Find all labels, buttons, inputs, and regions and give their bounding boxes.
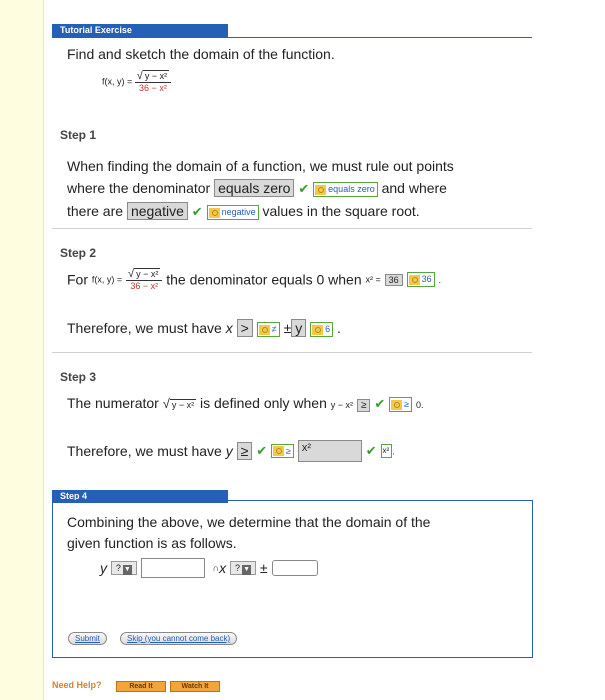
key-icon xyxy=(391,400,402,410)
key-icon xyxy=(409,275,420,285)
step3-ineq: y − x² xyxy=(330,400,354,410)
step3-pre: The numerator xyxy=(67,395,159,411)
need-help-label: Need Help? xyxy=(52,680,102,690)
step2-hint-36[interactable] xyxy=(407,272,435,287)
function-denominator: 36 − x² xyxy=(139,83,167,93)
step3-answer-expr[interactable]: x² xyxy=(298,440,362,462)
step4-cap: ∩ xyxy=(212,563,220,573)
read-it-button[interactable]: Read It xyxy=(116,681,166,692)
hint-text: negative xyxy=(221,206,256,217)
step4-text xyxy=(67,512,430,554)
step2-pm: ± xyxy=(283,320,292,336)
step2-mid: the denominator equals 0 when xyxy=(166,271,362,288)
step3-hint-op2[interactable] xyxy=(271,444,294,459)
key-icon xyxy=(273,446,284,456)
step2-numerator: y − x² xyxy=(136,269,159,279)
step2-title: Step 2 xyxy=(60,246,97,260)
step4-var-x: x xyxy=(219,560,227,576)
step3-mid: is defined only when xyxy=(200,395,327,411)
step2-line2-pre: Therefore, we must have xyxy=(67,320,222,336)
tutorial-tab-label: Tutorial Exercise xyxy=(60,25,132,35)
divider xyxy=(52,228,532,229)
tutorial-tab xyxy=(52,24,228,37)
check-icon: ✔ xyxy=(365,443,377,458)
step1-line2-post: and where xyxy=(381,180,447,196)
function-fraction: $\frac{\text{√ y − x²}}{\text{36 − x²}}$ xyxy=(135,70,171,93)
step1-body xyxy=(67,155,527,223)
step4-pm: ± xyxy=(259,560,268,576)
check-icon: ✔ xyxy=(374,396,386,411)
step1-answer-negative[interactable]: negative xyxy=(127,202,188,220)
step4-relation-dropdown-1[interactable] xyxy=(111,561,137,575)
step3-answer-op2[interactable]: ≥ xyxy=(237,442,253,460)
step3-hint-op[interactable] xyxy=(389,397,412,412)
step4-relation-dropdown-2[interactable] xyxy=(230,561,256,575)
step3-line1 xyxy=(67,395,423,412)
step2-hint-six[interactable] xyxy=(310,322,333,337)
step3-hint-expr[interactable] xyxy=(381,444,393,458)
step1-line2-pre: where the denominator xyxy=(67,180,211,196)
hint-text: x² xyxy=(382,446,390,455)
tutorial-rule xyxy=(52,37,532,38)
step3-answer-op[interactable]: ≥ xyxy=(357,399,371,412)
key-icon xyxy=(209,208,220,218)
left-margin-strip xyxy=(0,0,44,700)
step1-line3 xyxy=(67,200,527,223)
chevron-down-icon: ▼ xyxy=(243,566,250,573)
step1-line2 xyxy=(67,177,527,200)
step4-input-1[interactable] xyxy=(141,558,205,578)
step4-input-2[interactable] xyxy=(272,560,318,576)
step2-line2 xyxy=(67,320,341,337)
step3-sqrt: √ y − x² xyxy=(162,396,195,411)
step2-pre: For xyxy=(67,271,88,288)
hint-text: 6 xyxy=(325,323,331,334)
check-icon: ✔ xyxy=(298,181,310,196)
key-icon xyxy=(312,325,323,335)
step4-line1: Combining the above, we determine that the domain of the xyxy=(67,514,431,530)
step1-line3-pre: there are xyxy=(67,203,124,219)
check-icon: ✔ xyxy=(191,204,203,219)
step2-func-lhs: f(x, y) = xyxy=(91,274,123,285)
step2-var-x: x xyxy=(225,320,233,336)
step2-fraction: $\frac{\text{√ y − x²}}{\text{36 − x²}}$ xyxy=(126,268,162,291)
check-icon: ✔ xyxy=(256,443,268,458)
step2-answer-op[interactable]: > xyxy=(237,319,253,337)
step4-var-y: y xyxy=(100,560,107,576)
step1-answer-equals-zero[interactable]: equals zero xyxy=(214,179,294,197)
step4-tab-label: Step 4 xyxy=(60,491,88,501)
step2-denominator: 36 − x² xyxy=(130,281,159,291)
key-icon xyxy=(259,325,270,335)
step2-answer-y[interactable]: y xyxy=(291,319,306,337)
dropdown-value: ? xyxy=(115,563,121,573)
step3-var-y: y xyxy=(225,443,233,459)
hint-text: equals zero xyxy=(328,183,375,194)
step2-hint-op[interactable] xyxy=(257,322,280,337)
step2-period: . xyxy=(438,275,441,286)
step3-title: Step 3 xyxy=(60,370,97,384)
step3-line2-pre: Therefore, we must have xyxy=(67,443,222,459)
step1-hint-equals-zero[interactable] xyxy=(313,182,378,197)
step3-sqrt-expr: y − x² xyxy=(171,400,195,410)
step2-line1 xyxy=(67,268,441,291)
step1-line3-post: values in the square root. xyxy=(262,203,420,219)
step1-line1: When finding the domain of a function, we must rule out points xyxy=(67,158,454,174)
step4-line2: given function is as follows. xyxy=(67,535,237,551)
skip-button[interactable]: Skip (you cannot come back) xyxy=(120,632,237,645)
step2-period2: . xyxy=(337,320,341,336)
hint-text: ≠ xyxy=(271,323,277,334)
divider xyxy=(52,352,532,353)
function-lhs: f(x, y) = xyxy=(102,76,133,87)
step4-answer-row xyxy=(100,558,318,578)
step3-line2 xyxy=(67,440,395,462)
step3-zero: 0. xyxy=(415,400,424,410)
function-definition xyxy=(102,70,171,93)
submit-button[interactable]: Submit xyxy=(68,632,107,645)
hint-text: ≥ xyxy=(286,445,291,456)
hint-text: ≥ xyxy=(404,398,410,409)
key-icon xyxy=(315,185,326,195)
dropdown-value: ? xyxy=(235,563,241,573)
step1-hint-negative[interactable] xyxy=(207,205,259,220)
function-numerator: y − x² xyxy=(144,71,168,81)
step1-title: Step 1 xyxy=(60,128,97,142)
step2-x2-eq: x² = xyxy=(365,274,381,285)
step2-answer-36[interactable]: 36 xyxy=(385,274,403,286)
prompt-text: Find and sketch the domain of the function. xyxy=(67,46,335,62)
hint-text: 36 xyxy=(421,274,432,285)
chevron-down-icon: ▼ xyxy=(123,566,131,573)
watch-it-button[interactable]: Watch It xyxy=(170,681,220,692)
step3-period: . xyxy=(392,446,395,457)
